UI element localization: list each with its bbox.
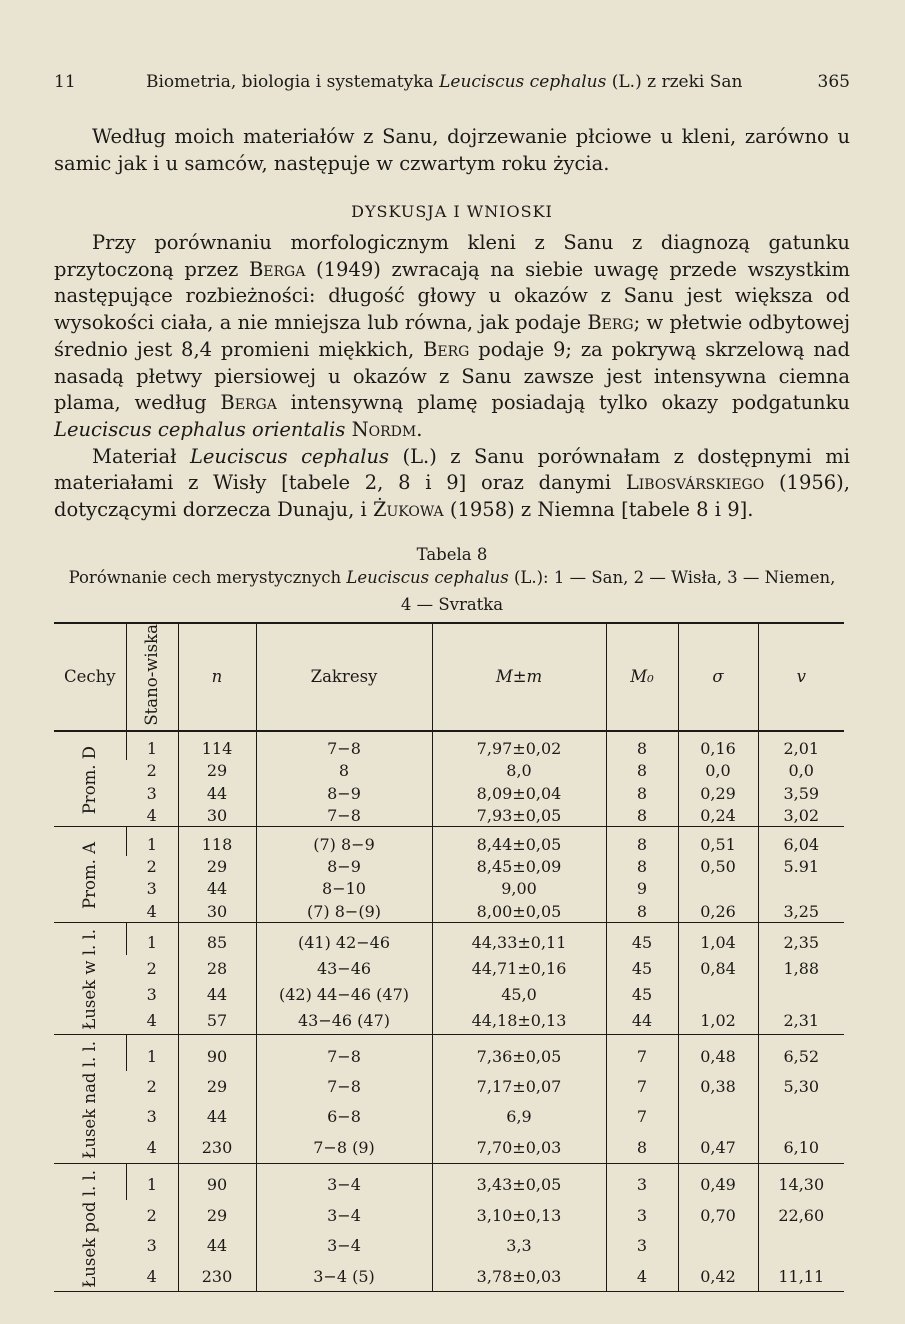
table-row: [54, 1041, 844, 1071]
cell-mean: 7,97±0,02: [432, 738, 606, 760]
group-label: Łusek pod l. l.: [54, 1170, 126, 1292]
cell-m0: 8: [606, 856, 678, 878]
running-title-suffix: (L.) z rzeki San: [606, 72, 743, 92]
cell-range: 43−46: [256, 955, 432, 981]
page-number: 365: [817, 72, 850, 92]
cell-m0: 3: [606, 1200, 678, 1230]
cell-v: 11,11: [758, 1261, 844, 1292]
table-row: [54, 738, 844, 760]
cell-st: 2: [146, 1076, 157, 1096]
cell-mean: 3,43±0,05: [432, 1170, 606, 1200]
cell-range: 8−9: [256, 856, 432, 878]
cell-range: 6−8: [256, 1102, 432, 1132]
cell-m0: 8: [606, 760, 678, 782]
cell-n: 44: [178, 1230, 256, 1260]
cell-mean: 8,45±0,09: [432, 856, 606, 878]
cell-range: 8−9: [256, 782, 432, 804]
author-name: Libosvárskiego: [625, 471, 765, 495]
header-n: n: [178, 623, 256, 731]
cell-range: 7−8: [256, 1071, 432, 1101]
cell-m0: 8: [606, 782, 678, 804]
table-row: [54, 1230, 844, 1260]
table-caption-line3: 4 — Svratka: [400, 595, 504, 614]
cell-m0: 45: [606, 955, 678, 981]
discussion-paragraph: Przy porównaniu morfologicznym kleni z Sanu z diagnozą gatunku przytoczoną przez Berga (1949) zwracają na siebie uwagę przede wszystkim następujące rozbieżności: długość głowy u okazów z Sanu jest większa od wysokości ciała, a nie mniejsza lub równa, jak podaje Berg; w płetwie odbytowej średnio jest 8,4 promieni miękkich, Berg podaje 9; za pokrywą skrzelową nad nasadą płetwy piersiowej u okazów z Sanu zawsze jest intensywna ciemna plama, według Berga intensywną plamę posiadają tylko okazy podgatunku Leuciscus cephalus orientalis Nordm.: [54, 231, 850, 441]
section-number: 11: [54, 72, 76, 92]
table-row: [54, 981, 844, 1007]
cell-mean: 6,9: [432, 1102, 606, 1132]
header-zakresy: Zakresy: [256, 623, 432, 731]
cell-mean: 3,3: [432, 1230, 606, 1260]
cell-mean: 7,36±0,05: [432, 1041, 606, 1071]
table-row: [54, 1071, 844, 1101]
group-label: Łusek nad l. l.: [54, 1041, 126, 1163]
cell-st: 4: [126, 900, 178, 923]
cell-range: (42) 44−46 (47): [256, 981, 432, 1007]
cell-v: 3,02: [758, 804, 844, 827]
meristic-table: [54, 622, 844, 1292]
cell-m0: 8: [606, 804, 678, 827]
cell-mean: 44,18±0,13: [432, 1008, 606, 1035]
cell-sigma: [678, 1230, 758, 1260]
cell-st: 1: [126, 1170, 178, 1200]
intro-paragraph: Według moich materiałów z Sanu, dojrzewanie płciowe u kleni, zarówno u samic jak i u samców, następuje w czwartym roku życia.: [54, 125, 850, 175]
header-stanowiska: Stano-wiska: [126, 623, 178, 731]
cell-m0: 8: [606, 900, 678, 923]
table-row: [54, 1132, 844, 1163]
cell-st: 1: [126, 929, 178, 955]
group-label: Prom. A: [54, 833, 126, 922]
table-header-row: [54, 623, 844, 731]
cell-st: 2: [146, 761, 157, 781]
cell-sigma: 0,84: [678, 955, 758, 981]
header-v: v: [758, 623, 844, 731]
cell-sigma: 0,16: [678, 738, 758, 760]
cell-mean: 7,93±0,05: [432, 804, 606, 827]
cell-n: 114: [178, 738, 256, 760]
cell-range: 3−4: [256, 1170, 432, 1200]
cell-n: 29: [178, 1200, 256, 1230]
cell-mean: 8,0: [432, 760, 606, 782]
cell-m0: 45: [606, 981, 678, 1007]
header-mean: M±m: [432, 623, 606, 731]
cell-v: 2,31: [758, 1008, 844, 1035]
author-name: Żukowa: [372, 498, 444, 522]
cell-sigma: 0,38: [678, 1071, 758, 1101]
cell-v: 6,10: [758, 1132, 844, 1163]
cell-n: 30: [178, 804, 256, 827]
cell-st: 1: [126, 833, 178, 855]
cell-sigma: [678, 1102, 758, 1132]
cell-m0: 8: [606, 1132, 678, 1163]
cell-v: 0,0: [758, 760, 844, 782]
cell-mean: 7,70±0,03: [432, 1132, 606, 1163]
cell-n: 29: [178, 856, 256, 878]
cell-st: 1: [126, 1041, 178, 1071]
cell-mean: 3,78±0,03: [432, 1261, 606, 1292]
cell-mean: 8,44±0,05: [432, 833, 606, 855]
author-name: Berg: [587, 311, 634, 335]
cell-v: 5.91: [758, 856, 844, 878]
cell-n: 230: [178, 1261, 256, 1292]
species-name: Leuciscus cephalus orientalis: [54, 417, 346, 441]
discussion-block: [54, 230, 850, 524]
cell-st: 3: [146, 985, 157, 1005]
cell-st: 4: [126, 1008, 178, 1035]
cell-st: 3: [146, 783, 157, 803]
cell-n: 90: [178, 1170, 256, 1200]
cell-n: 29: [178, 760, 256, 782]
cell-st: 4: [126, 1261, 178, 1292]
cell-range: 7−8: [256, 738, 432, 760]
table-body: [54, 731, 844, 1292]
cell-sigma: [678, 878, 758, 900]
table-row: [54, 1200, 844, 1230]
cell-mean: 8,00±0,05: [432, 900, 606, 923]
cell-sigma: 1,04: [678, 929, 758, 955]
cell-range: 7−8 (9): [256, 1132, 432, 1163]
cell-mean: 9,00: [432, 878, 606, 900]
table-row: [54, 900, 844, 923]
material-paragraph: Materiał Leuciscus cephalus (L.) z Sanu porównałam z dostępnymi mi materiałami z Wisły [tabele 2, 8 i 9] oraz danymi Libosvárskiego (1956), dotyczącymi dorzecza Dunaju, i Żukowa (1958) z Niemna [tabele 8 i 9].: [54, 444, 850, 522]
cell-m0: 4: [606, 1261, 678, 1292]
cell-m0: 7: [606, 1102, 678, 1132]
cell-st: 3: [146, 879, 157, 899]
header-cechy: Cechy: [54, 623, 126, 731]
cell-n: 30: [178, 900, 256, 923]
cell-v: 1,88: [758, 955, 844, 981]
table-row: [54, 804, 844, 827]
cell-sigma: 0,50: [678, 856, 758, 878]
cell-m0: 45: [606, 929, 678, 955]
cell-m0: 44: [606, 1008, 678, 1035]
group-spacer: [54, 731, 844, 738]
cell-range: 8: [256, 760, 432, 782]
running-title: [146, 72, 743, 92]
cell-sigma: 0,47: [678, 1132, 758, 1163]
author-name: Berg: [423, 337, 470, 361]
cell-v: 5,30: [758, 1071, 844, 1101]
cell-n: 57: [178, 1008, 256, 1035]
cell-sigma: 0,26: [678, 900, 758, 923]
cell-st: 2: [146, 857, 157, 877]
cell-n: 230: [178, 1132, 256, 1163]
cell-st: 3: [146, 1236, 157, 1256]
cell-v: [758, 1102, 844, 1132]
cell-m0: 9: [606, 878, 678, 900]
cell-v: 2,01: [758, 738, 844, 760]
table-row: [54, 1102, 844, 1132]
cell-m0: 8: [606, 833, 678, 855]
cell-v: 2,35: [758, 929, 844, 955]
intro-paragraph-block: [54, 124, 850, 177]
cell-st: 3: [146, 1107, 157, 1127]
cell-sigma: 0,0: [678, 760, 758, 782]
header-m0: M₀: [606, 623, 678, 731]
cell-m0: 7: [606, 1071, 678, 1101]
cell-v: [758, 981, 844, 1007]
table-row: [54, 929, 844, 955]
cell-sigma: 0,70: [678, 1200, 758, 1230]
table-label: Tabela 8: [416, 545, 488, 564]
cell-v: 6,04: [758, 833, 844, 855]
running-head: [54, 72, 850, 92]
cell-range: (7) 8−(9): [256, 900, 432, 923]
cell-mean: 8,09±0,04: [432, 782, 606, 804]
cell-n: 118: [178, 833, 256, 855]
cell-mean: 44,33±0,11: [432, 929, 606, 955]
group-label: Prom. D: [54, 738, 126, 827]
cell-n: 85: [178, 929, 256, 955]
cell-v: 22,60: [758, 1200, 844, 1230]
cell-v: 6,52: [758, 1041, 844, 1071]
cell-st: 2: [146, 1205, 157, 1225]
cell-st: 4: [126, 1132, 178, 1163]
cell-n: 44: [178, 878, 256, 900]
group-label: Łusek w l. l.: [54, 929, 126, 1034]
table-row: [54, 878, 844, 900]
cell-st: 1: [126, 738, 178, 760]
cell-v: 3,25: [758, 900, 844, 923]
cell-m0: 8: [606, 738, 678, 760]
cell-m0: 3: [606, 1230, 678, 1260]
cell-range: 3−4: [256, 1200, 432, 1230]
species-name: Leuciscus cephalus: [346, 568, 509, 587]
cell-range: (7) 8−9: [256, 833, 432, 855]
cell-range: 3−4: [256, 1230, 432, 1260]
table-row: [54, 1008, 844, 1035]
cell-mean: 7,17±0,07: [432, 1071, 606, 1101]
cell-sigma: [678, 981, 758, 1007]
cell-range: 7−8: [256, 1041, 432, 1071]
cell-v: 3,59: [758, 782, 844, 804]
cell-range: 43−46 (47): [256, 1008, 432, 1035]
cell-v: [758, 878, 844, 900]
cell-n: 28: [178, 955, 256, 981]
table-row: [54, 760, 844, 782]
cell-range: 8−10: [256, 878, 432, 900]
cell-sigma: 0,42: [678, 1261, 758, 1292]
cell-st: 4: [126, 804, 178, 827]
section-heading: DYSKUSJA I WNIOSKI: [351, 202, 553, 221]
cell-sigma: 0,29: [678, 782, 758, 804]
cell-v: [758, 1230, 844, 1260]
cell-m0: 7: [606, 1041, 678, 1071]
running-title-species: Leuciscus cephalus: [439, 72, 607, 92]
author-name: Berga: [220, 391, 277, 415]
cell-sigma: 0,48: [678, 1041, 758, 1071]
table-row: [54, 1170, 844, 1200]
cell-range: 3−4 (5): [256, 1261, 432, 1292]
species-name: Leuciscus cephalus: [189, 444, 390, 468]
cell-mean: 45,0: [432, 981, 606, 1007]
running-title-text: Biometria, biologia i systematyka: [146, 72, 440, 92]
cell-v: 14,30: [758, 1170, 844, 1200]
cell-sigma: 1,02: [678, 1008, 758, 1035]
cell-range: 7−8: [256, 804, 432, 827]
author-name: Berga: [248, 257, 306, 281]
cell-n: 29: [178, 1071, 256, 1101]
table-row: [54, 955, 844, 981]
cell-n: 44: [178, 1102, 256, 1132]
cell-sigma: 0,24: [678, 804, 758, 827]
table-row: [54, 856, 844, 878]
cell-mean: 44,71±0,16: [432, 955, 606, 981]
table-row: [54, 833, 844, 855]
cell-sigma: 0,51: [678, 833, 758, 855]
table-row: [54, 782, 844, 804]
cell-st: 2: [146, 958, 157, 978]
header-sigma: σ: [678, 623, 758, 731]
cell-n: 44: [178, 782, 256, 804]
cell-n: 90: [178, 1041, 256, 1071]
table-row: [54, 1261, 844, 1292]
author-name: Nordm: [351, 417, 417, 441]
cell-range: (41) 42−46: [256, 929, 432, 955]
cell-n: 44: [178, 981, 256, 1007]
cell-sigma: 0,49: [678, 1170, 758, 1200]
cell-mean: 3,10±0,13: [432, 1200, 606, 1230]
table-caption: Porównanie cech merystycznych Leuciscus cephalus (L.): 1 — San, 2 — Wisła, 3 — Niemen,: [68, 568, 836, 587]
cell-m0: 3: [606, 1170, 678, 1200]
